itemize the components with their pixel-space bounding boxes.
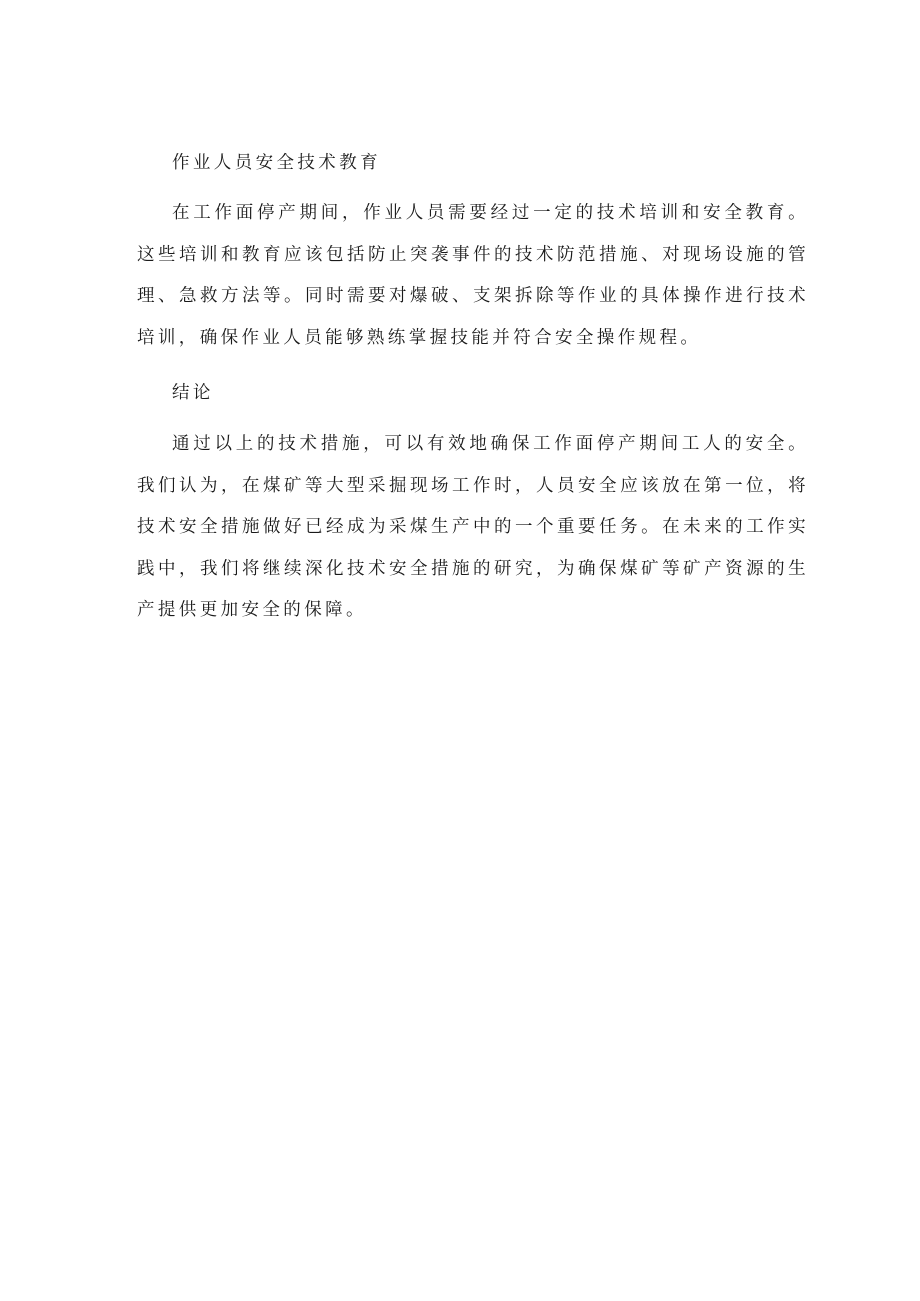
section-paragraph: 在工作面停产期间，作业人员需要经过一定的技术培训和安全教育。这些培训和教育应该包括防止突袭事件的技术防范措施、对现场设施的管理、急救方法等。同时需要对爆破、支架拆除等作业的具体操作进行技术培训，确保作业人员能够熟练掌握技能并符合安全操作规程。 xyxy=(137,203,809,348)
conclusion-paragraph: 通过以上的技术措施，可以有效地确保工作面停产期间工人的安全。我们认为，在煤矿等大型采掘现场工作时，人员安全应该放在第一位，将技术安全措施做好已经成为采煤生产中的一个重要任务。在未来的工作实践中，我们将继续深化技术安全措施的研究，为确保煤矿等矿产资源的生产提供更加安全的保障。 xyxy=(137,434,809,620)
conclusion-heading: 结论 xyxy=(172,383,214,403)
section-heading: 作业人员安全技术教育 xyxy=(172,153,381,173)
